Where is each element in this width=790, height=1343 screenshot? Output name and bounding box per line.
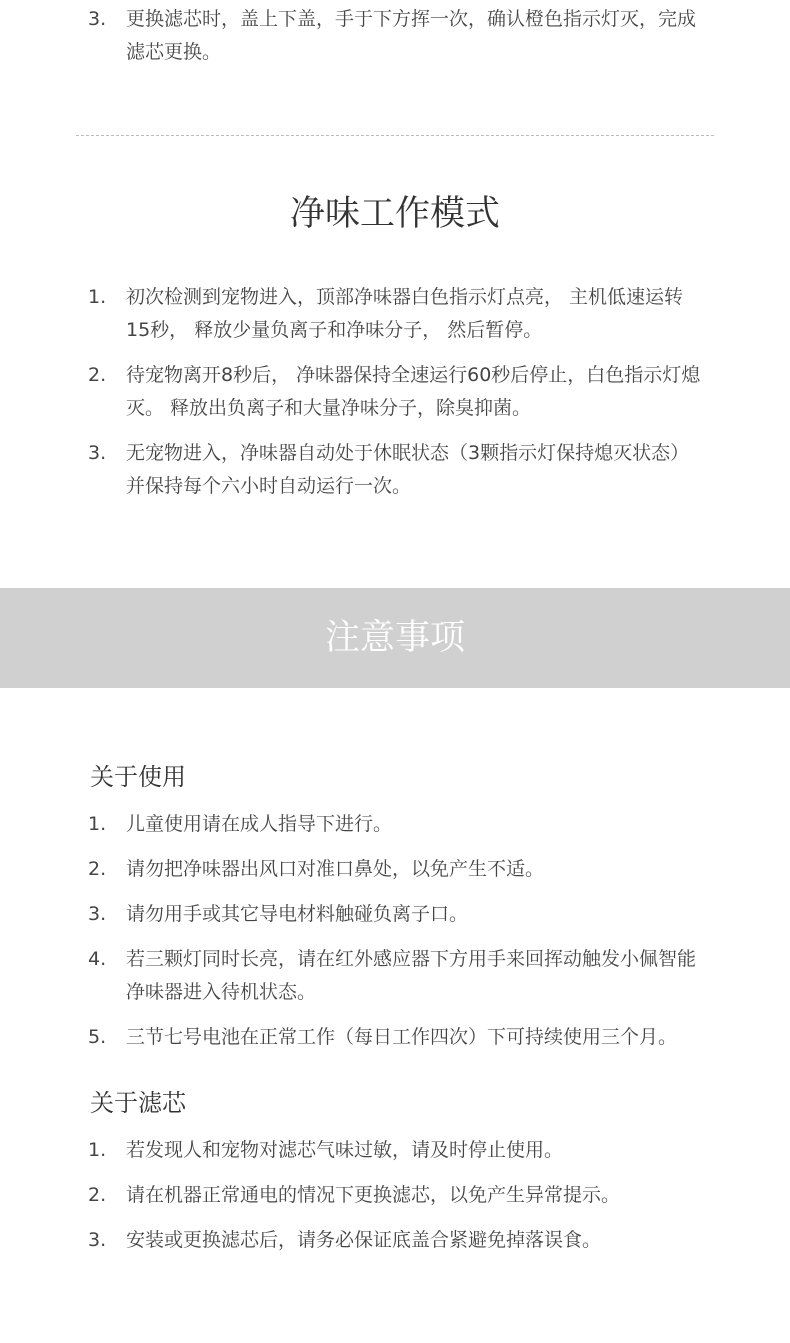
list-item-number: 4. [88, 948, 107, 970]
list-item-text: 三节七号电池在正常工作（每日工作四次）下可持续使用三个月。 [126, 1026, 678, 1048]
list-item [0, 1021, 790, 1054]
previous-steps-list [0, 3, 790, 69]
list-item-number: 3. [88, 442, 107, 464]
list-item-text: 更换滤芯时，盖上下盖，手于下方挥一次，确认橙色指示灯灭，完成滤芯更换。 [126, 8, 697, 63]
list-item [0, 943, 790, 1009]
list-item-number: 1. [88, 1139, 107, 1161]
list-item [0, 808, 790, 841]
list-item-number: 2. [88, 1184, 107, 1206]
list-item-text: 请勿把净味器出风口对准口鼻处，以免产生不适。 [126, 858, 545, 880]
list-item [0, 359, 790, 425]
list-item [0, 1134, 790, 1167]
list-item-text: 无宠物进入，净味器自动处于休眠状态（3颗指示灯保持熄灭状态）并保持每个六小时自动运行一次。 [126, 442, 690, 497]
list-item-number: 2. [88, 858, 107, 880]
banner-title: 注意事项 [324, 618, 465, 658]
section-title-filter: 关于滤芯 [90, 1089, 186, 1117]
list-item-number: 1. [88, 286, 107, 308]
list-item [0, 898, 790, 931]
list-item-text: 请在机器正常通电的情况下更换滤芯，以免产生异常提示。 [126, 1184, 621, 1206]
list-item [0, 3, 790, 69]
list-item-text: 儿童使用请在成人指导下进行。 [126, 813, 393, 835]
list-item [0, 281, 790, 347]
list-item-text: 安装或更换滤芯后，请务必保证底盖合紧避免掉落误食。 [126, 1229, 602, 1251]
section-title-usage: 关于使用 [90, 763, 186, 791]
list-item [0, 437, 790, 503]
filter-list [0, 1134, 790, 1269]
list-item-number: 5. [88, 1026, 107, 1048]
list-item-number: 3. [88, 903, 107, 925]
mode-list [0, 281, 790, 515]
notice-banner [0, 588, 790, 688]
list-item-text: 若发现人和宠物对滤芯气味过敏，请及时停止使用。 [126, 1139, 564, 1161]
list-item-text: 请勿用手或其它导电材料触碰负离子口。 [126, 903, 469, 925]
list-item-text: 初次检测到宠物进入，顶部净味器白色指示灯点亮， 主机低速运转15秒， 释放少量负离子和净味分子， 然后暂停。 [126, 286, 684, 341]
list-item [0, 853, 790, 886]
list-item-text: 待宠物离开8秒后， 净味器保持全速运行60秒后停止，白色指示灯熄灭。 释放出负离子和大量净味分子，除臭抑菌。 [126, 364, 701, 419]
list-item-number: 3. [88, 1229, 107, 1251]
list-item-number: 2. [88, 364, 107, 386]
list-item-text: 若三颗灯同时长亮，请在红外感应器下方用手来回挥动触发小佩智能净味器进入待机状态。 [126, 948, 697, 1003]
dashed-divider [76, 135, 714, 136]
list-item [0, 1224, 790, 1257]
list-item-number: 3. [88, 8, 107, 30]
list-item [0, 1179, 790, 1212]
list-item-number: 1. [88, 813, 107, 835]
section-title-mode: 净味工作模式 [289, 194, 500, 234]
usage-list [0, 808, 790, 1066]
